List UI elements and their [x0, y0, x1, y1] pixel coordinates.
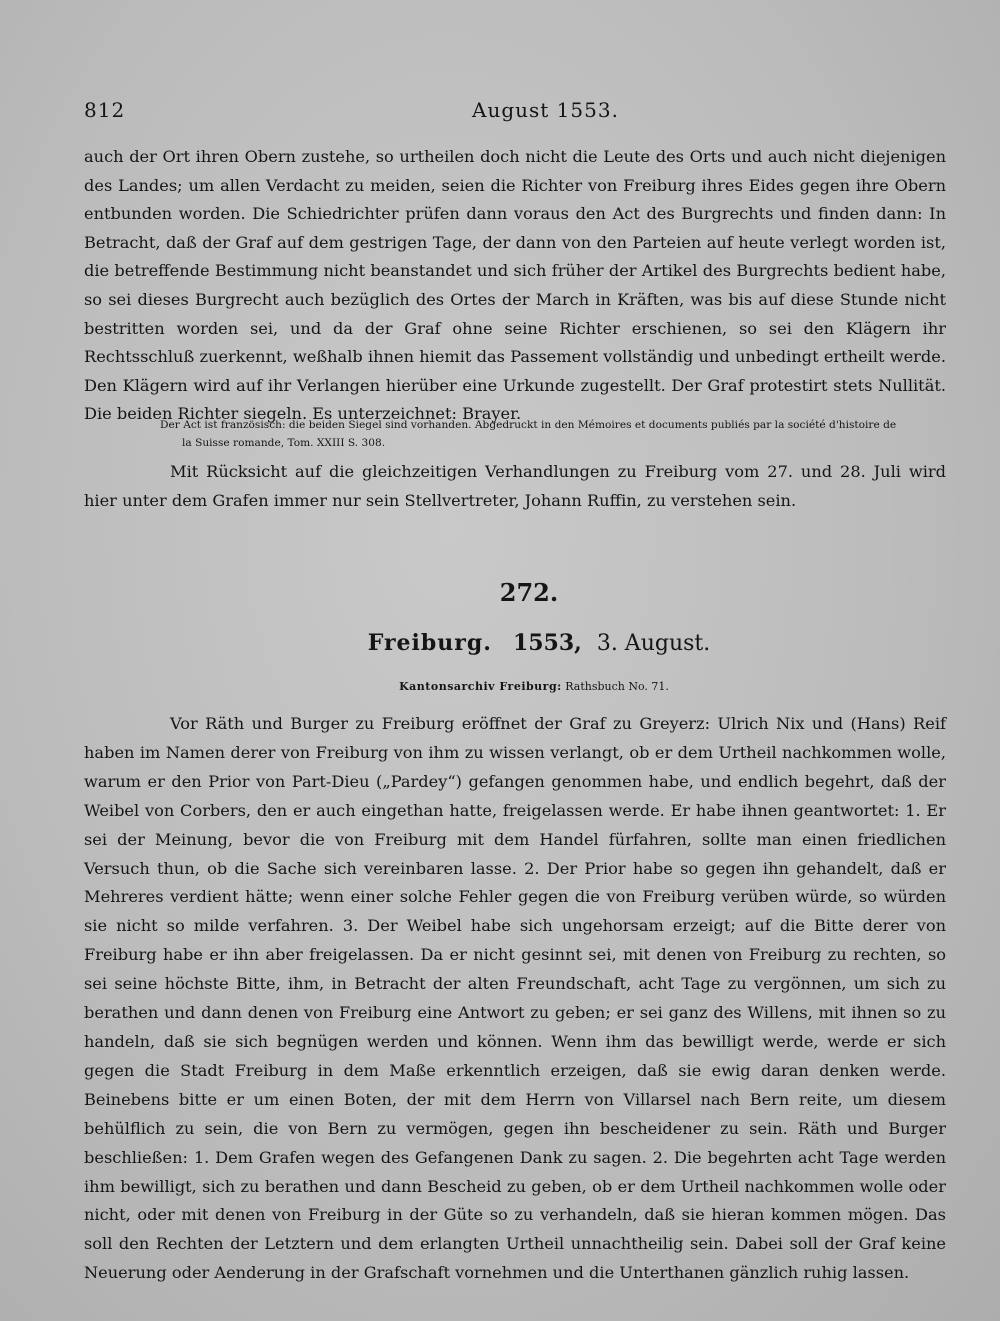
running-head: August 1553. [472, 98, 619, 122]
source-book: Rathsbuch No. 71. [565, 680, 669, 693]
editorial-note: Mit Rücksicht auf die gleichzeitigen Verhandlungen zu Freiburg vom 27. und 28. Juli wird hier unter dem Grafen immer nur sein Stellvertreter, Johann Ruffin, zu verstehen sein. [84, 462, 946, 510]
source-archive: Kantonsarchiv Freiburg: [399, 680, 562, 693]
document-body: Vor Räth und Burger zu Freiburg eröffnet der Graf zu Greyerz: Ulrich Nix und (Hans) Reif haben im Namen derer von Freiburg von ihm zu wissen verlangt, ob er dem Urtheil nachkommen wolle, warum er den Prior von Part-Dieu („Pardey“) gefangen genommen habe, und endlich begehrt, daß der Weibel von Corbers, den er auch eingethan hatte, freigelassen werde. Er habe ihnen geantwortet: 1. Er sei der Meinung, bevor die von Freiburg mit dem Handel fürfahren, sollte man einen friedlichen Versuch thun, ob die Sache sich vereinbaren lasse. 2. Der Prior habe so gegen ihn gehandelt, daß er Mehreres verdient hätte; wenn einer solche Fehler gegen die von Freiburg verüben würde, so würden sie nicht so milde verfahren. 3. Der Weibel habe sich ungehorsam erzeigt; auf die Bitte derer von Freiburg habe er ihn aber freigelassen. Da er nicht gesinnt sei, mit denen von Freiburg zu rechten, so sei seine höchste Bitte, ihm, in Betracht der alten Freundschaft, acht Tage zu vergönnen, um sich zu berathen und dann denen von Freiburg eine Antwort zu geben; er sei ganz des Willens, mit ihnen so zu handeln, daß sie sich begnügen werden und können. Wenn ihm das bewilligt werde, werde er sich gegen die Stadt Freiburg in dem Maße erkenntlich erzeigen, daß sie ewig daran denken werde. Beinebens bitte er um einen Boten, der mit dem Herrn von Villarsel nach Bern reite, um diesem behülflich zu sein, die von Bern zu vermögen, gegen ihn bescheidener zu sein. Räth und Burger beschließen: 1. Dem Grafen wegen des Gefangenen Dank zu sagen. 2. Die begehrten acht Tage werden ihm bewilligt, sich zu berathen und dann Bescheid zu geben, ob er dem Urtheil nachkommen wolle oder nicht, oder mit denen von Freiburg in der Güte so zu verhandeln, daß sie hieran kommen mögen. Das soll den Rechten der Letztern und dem erlangten Urtheil unnachtheilig sein. Dabei soll der Graf keine Neuerung oder Aenderung in der Grafschaft vornehmen und die Unterthanen gänzlich ruhig lassen. [84, 714, 946, 1283]
document-source [0, 680, 1000, 693]
document-year: 1553, [512, 630, 582, 656]
paragraph-continuation: auch der Ort ihren Obern zustehe, so urtheilen doch nicht die Leute des Orts und auch nicht diejenigen des Landes; um allen Verdacht zu meiden, seien die Richter von Freiburg ihres Eides gegen ihre Obern entbunden worden. Die Schiedrichter prüfen dann voraus den Act des Burgrechts und finden dann: In Betracht, daß der Graf auf dem gestrigen Tage, der dann von den Parteien auf heute verlegt worden ist, die betreffende Bestimmung nicht beanstandet und sich früher der Artikel des Burgrechts bedient habe, so sei dieses Burgrecht auch bezüglich des Ortes der March in Kräften, was bis auf diese Stunde nicht bestritten worden sei, und da der Graf ohne seine Richter erschienen, so sei den Klägern ihr Rechtsschluß zuerkennt, weßhalb ihnen hiemit das Passement vollständig und unbedingt ertheilt werde. Den Klägern wird auf ihr Verlangen hierüber eine Urkunde zugestellt. Der Graf protestirt stets Nullität. Die beiden Richter siegeln. Es unterzeichnet: Brayer. [84, 147, 946, 424]
document-number: 272. [499, 578, 559, 607]
footnote [160, 416, 946, 452]
document-date: 3. August. [596, 631, 711, 656]
document-heading [0, 630, 1000, 656]
page-header [84, 98, 944, 128]
footnote-line-1: Der Act ist französisch: die beiden Siegel sind vorhanden. Abgedruckt in den Mémoires et documents publiés par la société d'histoire de [160, 419, 897, 431]
footnote-line-2: la Suisse romande, Tom. XXIII S. 308. [182, 437, 386, 449]
document-place: Freiburg. [367, 630, 492, 656]
page-number: 812 [84, 98, 126, 122]
